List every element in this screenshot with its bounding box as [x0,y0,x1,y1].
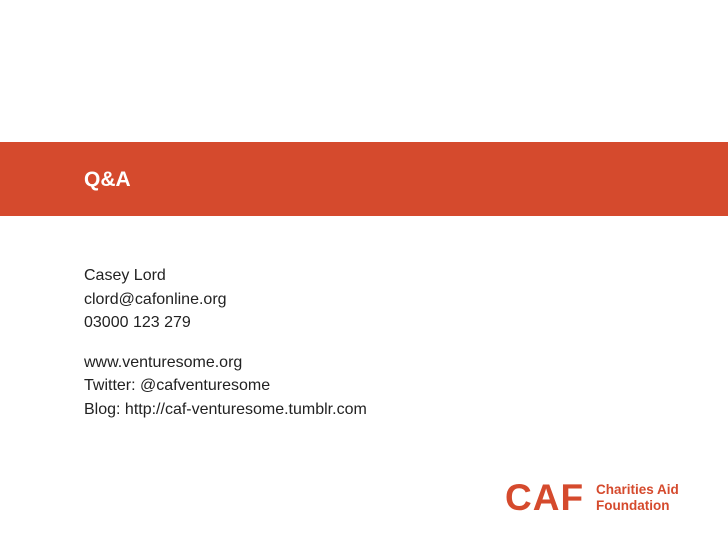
logo-line-1: Charities Aid [596,482,679,497]
website-link[interactable]: www.venturesome.org [84,353,243,371]
logo-line-2: Foundation [596,498,670,513]
title-band [0,142,728,216]
contact-email[interactable]: clord@cafonline.org [84,290,227,308]
twitter-handle[interactable]: Twitter: @cafventuresome [84,377,271,394]
logo-mark: CAF [505,477,585,518]
contact-phone: 03000 123 279 [84,314,191,331]
logo-wordmark [596,482,679,514]
contact-block [84,264,367,421]
caf-logo [505,478,690,518]
contact-name: Casey Lord [84,267,166,284]
slide-title: Q&A [84,168,131,191]
contact-spacer [84,335,367,351]
blog-link[interactable]: Blog: http://caf-venturesome.tumblr.com [84,400,367,418]
